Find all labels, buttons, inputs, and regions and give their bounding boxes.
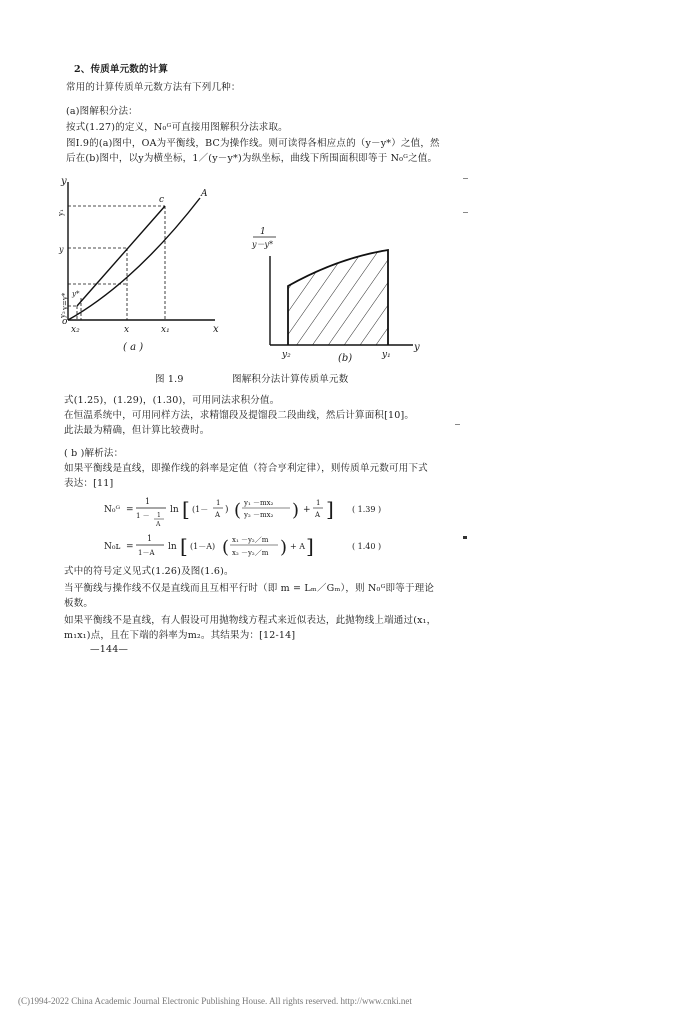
tail-line3: 板数。	[64, 598, 94, 609]
formula1-big-open: [	[182, 497, 190, 521]
part-b-line2: 表达：[11]	[64, 478, 114, 489]
formula1-frac2-den: y₂ －mx₂	[244, 511, 274, 519]
part-a-line1: 按式(1.27)的定义，N₀ᴳ可直接用图解积分法求取。	[66, 122, 288, 133]
formula1-coef-num: 1	[145, 497, 151, 506]
fig-a-ytick-ystar: y=y*	[61, 292, 69, 310]
tail-line5: m₁x₁)点，且在下端的斜率为m₂。其结果为：[12-14]	[64, 630, 296, 641]
figure-caption-number: 图 1.9	[155, 374, 184, 385]
part-a-line2: 图Ⅰ.9的(a)图中，OA为平衡线，BC为操作线。则可读得各相应点的（y－y*）之值，然	[66, 138, 440, 149]
fig-a-xtick-x1: x₁	[161, 325, 170, 335]
formula1-plus: +	[303, 505, 311, 515]
fig-a-origin-label: o	[62, 317, 68, 327]
fig-a-xtick-x: x	[124, 325, 130, 335]
fig-a-ytick-y1: y₁	[57, 209, 65, 216]
scan-mark	[463, 536, 467, 539]
formula2-coef-num: 1	[147, 534, 153, 543]
formula2-ln: ln	[168, 542, 177, 552]
fig-b-y-label-den: y－y*	[252, 240, 274, 249]
fig-a-xtick-x2: x₂	[71, 325, 80, 335]
formula1-inner-num: 1	[216, 499, 221, 507]
formula1-coef-den-main: 1 －	[136, 512, 150, 520]
fig-a-point-c: c	[159, 195, 165, 205]
formula2-frac-den: x₂ －y₂／m	[232, 549, 269, 557]
formula2-lhs: N₀ʟ	[104, 542, 121, 552]
formula1-eq: =	[126, 505, 134, 515]
formula1-inner-den: A	[215, 511, 221, 519]
formula2-eq: =	[126, 542, 134, 552]
formula1-coef-den-frac-num: 1	[157, 512, 161, 519]
figure-a	[55, 172, 225, 352]
fig-b-x-axis-label: y	[414, 342, 420, 353]
formula-1-39	[100, 492, 440, 528]
after-fig-line3: 此法最为精确，但计算比较费时。	[64, 425, 210, 436]
fig-b-xtick-y1: y₁	[382, 350, 391, 360]
formula1-last-num: 1	[316, 499, 321, 507]
tail-line4: 如果平衡线不是直线，有人假设可用抛物线方程式来近似表达，此抛物线上端通过(x₁，	[64, 615, 437, 626]
fig-a-ytick-y: y	[59, 245, 64, 254]
fig-a-x-axis-label: x	[213, 324, 219, 335]
copyright-footer: (C)1994-2022 China Academic Journal Electronic Publishing House. All rights reserved. http://www.cnki.net	[18, 996, 412, 1006]
scan-mark	[463, 212, 468, 213]
formula1-factor: (1－	[192, 505, 209, 514]
equilibrium-curve	[68, 198, 200, 320]
fig-b-y-label-num: 1	[260, 227, 266, 237]
formula1-lhs: N₀ᴳ	[104, 505, 121, 515]
tail-line2: 当平衡线与操作线不仅是直线而且互相平行时（即 m = Lₘ／Gₘ），则 N₀ᴳ即等于理论	[64, 583, 435, 594]
formula1-paren-close: )	[292, 500, 300, 521]
part-a-line3: 后在(b)图中，以y为横坐标，1／(y－y*)为纵坐标，曲线下所围面积即等于 N₀ᴳ之值。	[66, 153, 438, 164]
page-number: —144—	[90, 644, 129, 655]
fig-a-panel-label: ( a )	[123, 342, 144, 352]
formula1-number: ( 1.39 )	[352, 505, 382, 514]
scan-mark	[455, 424, 460, 425]
part-b-line1: 如果平衡线是直线，即操作线的斜率是定值（符合亨利定律），则传质单元数可用下式	[64, 463, 428, 474]
scan-mark	[463, 178, 468, 179]
fig-a-ytick-y2: y₂	[59, 311, 67, 318]
section-heading: 2、传质单元数的计算	[74, 64, 169, 75]
formula2-big-close: ]	[306, 534, 314, 558]
formula1-coef-den-frac-den: A	[156, 521, 161, 528]
formula2-paren-close: )	[280, 537, 288, 558]
intro-text: 常用的计算传质单元数方法有下列几种：	[66, 82, 241, 93]
formula-1-40	[100, 530, 440, 564]
figure-caption-text: 图解积分法计算传质单元数	[232, 374, 349, 385]
formula1-big-close: ]	[326, 497, 334, 521]
figure-b	[248, 210, 428, 370]
operating-line	[77, 206, 165, 306]
formula2-tail: + A	[290, 542, 306, 551]
formula1-frac2-num: y₁ －mx₂	[244, 499, 274, 507]
formula2-factor: (1－A)	[190, 542, 216, 551]
fig-a-ystar-label: y*	[72, 290, 80, 298]
fig-b-xtick-y2: y₂	[282, 350, 291, 360]
formula2-coef-den: 1－A	[138, 549, 155, 557]
formula2-paren-open: (	[222, 537, 230, 558]
formula1-last-den: A	[315, 511, 321, 519]
fig-a-point-a: A	[201, 189, 208, 199]
fig-b-hatched-area	[288, 246, 388, 346]
part-b-title: ( b )解析法：	[64, 448, 124, 459]
formula1-ln: ln	[170, 505, 179, 515]
tail-line1: 式中的符号定义见式(1.26)及图(1.6)。	[64, 566, 234, 577]
formula2-number: ( 1.40 )	[352, 542, 382, 551]
fig-a-y-axis-label: y	[61, 176, 67, 187]
formula1-inner-close: )	[225, 505, 229, 515]
after-fig-line2: 在恒温系统中，可用同样方法，求精馏段及提馏段二段曲线，然后计算面积[10]。	[64, 410, 415, 421]
formula2-big-open: [	[180, 534, 188, 558]
fig-b-panel-label: (b)	[338, 353, 353, 364]
after-fig-line1: 式(1.25)，(1.29)，(1.30)，可用同法求积分值。	[64, 395, 280, 406]
part-a-title: (a)图解积分法：	[66, 106, 138, 117]
formula2-frac-num: x₁ －y₂／m	[232, 536, 269, 544]
formula1-paren-open: (	[234, 500, 242, 521]
